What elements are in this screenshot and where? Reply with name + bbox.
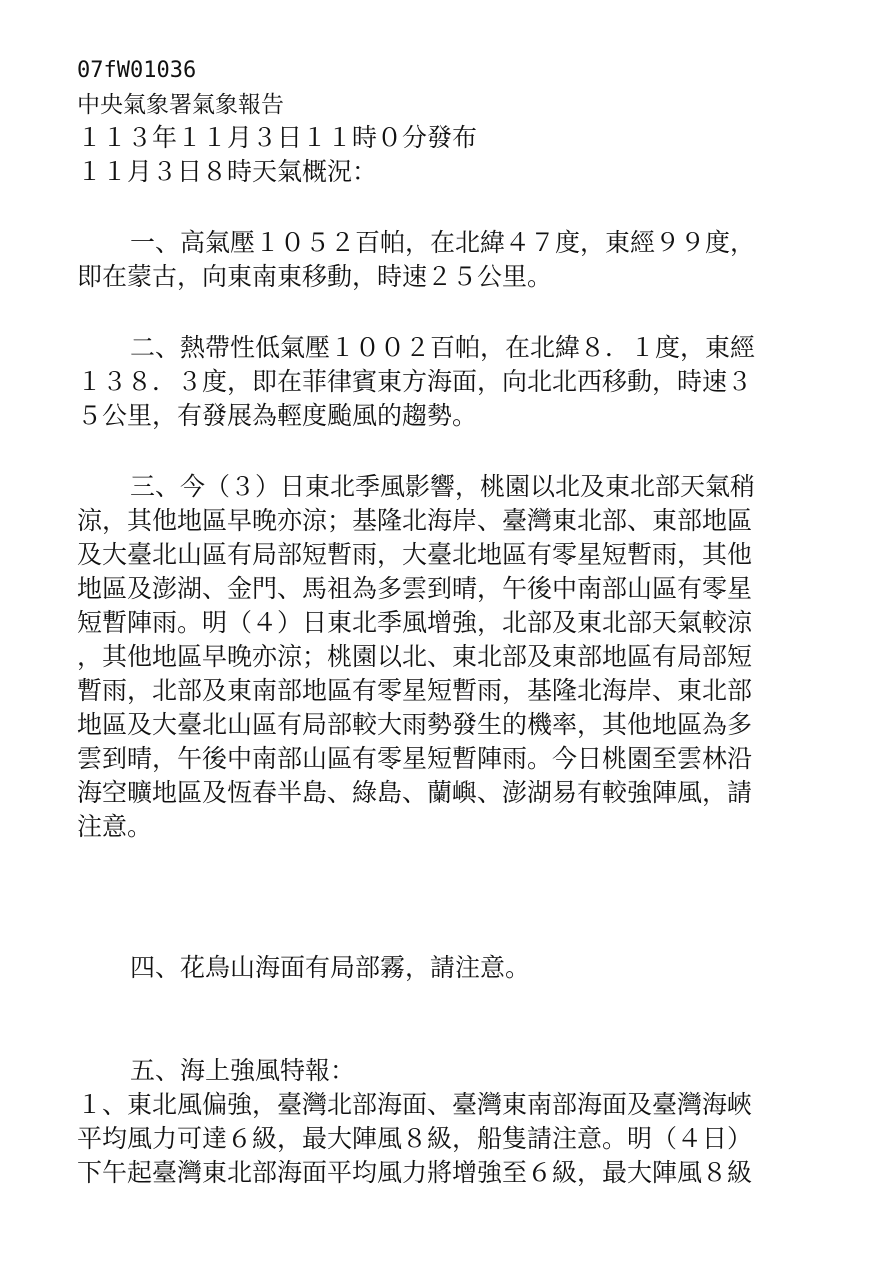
text-line: １３８．３度，即在菲律賓東方海面，向北北西移動，時速３	[77, 367, 753, 396]
text-line: 雲到晴，午後中南部山區有零星短暫陣雨。今日桃園至雲林沿	[77, 744, 753, 773]
report-code: 07fW01036	[77, 58, 197, 83]
text-line: 及大臺北山區有局部短暫雨，大臺北地區有零星短暫雨，其他	[77, 540, 753, 569]
text-line: 四、花鳥山海面有局部霧，請注意。	[130, 953, 531, 982]
overview-heading: １１月３日８時天氣概況：	[77, 157, 378, 186]
text-line: 海空曠地區及恆春半島、綠島、蘭嶼、澎湖易有較強陣風，請	[77, 778, 753, 807]
text-line: 即在蒙古，向東南東移動，時速２５公里。	[77, 262, 553, 291]
text-line: １、東北風偏強，臺灣北部海面、臺灣東南部海面及臺灣海峽	[77, 1090, 753, 1119]
text-line: 涼，其他地區早晚亦涼；基隆北海岸、臺灣東北部、東部地區	[77, 506, 753, 535]
text-line: 五、海上強風特報：	[130, 1056, 356, 1085]
text-line: 注意。	[77, 812, 153, 841]
text-line: 短暫陣雨。明（４）日東北季風增強，北部及東北部天氣較涼	[77, 608, 753, 637]
text-line: 三、今（３）日東北季風影響，桃園以北及東北部天氣稍	[130, 472, 756, 501]
issue-time: １１３年１１月３日１１時０分發布	[77, 123, 478, 152]
report-organization: 中央氣象署氣象報告	[77, 92, 284, 118]
text-line: 下午起臺灣東北部海面平均風力將增強至６級，最大陣風８級	[77, 1158, 753, 1187]
text-line: 暫雨，北部及東南部地區有零星短暫雨，基隆北海岸、東北部	[77, 676, 753, 705]
text-line: 地區及澎湖、金門、馬祖為多雲到晴，午後中南部山區有零星	[77, 574, 753, 603]
text-line: 地區及大臺北山區有局部較大雨勢發生的機率，其他地區為多	[77, 710, 753, 739]
text-line: 一、高氣壓１０５２百帕，在北緯４７度，東經９９度，	[130, 228, 756, 257]
text-line: ，其他地區早晚亦涼；桃園以北、東北部及東部地區有局部短	[77, 642, 753, 671]
text-line: 平均風力可達６級，最大陣風８級，船隻請注意。明（４日）	[77, 1124, 753, 1153]
text-line: ５公里，有發展為輕度颱風的趨勢。	[77, 401, 478, 430]
text-line: 二、熱帶性低氣壓１００２百帕，在北緯８．１度，東經	[130, 333, 756, 362]
